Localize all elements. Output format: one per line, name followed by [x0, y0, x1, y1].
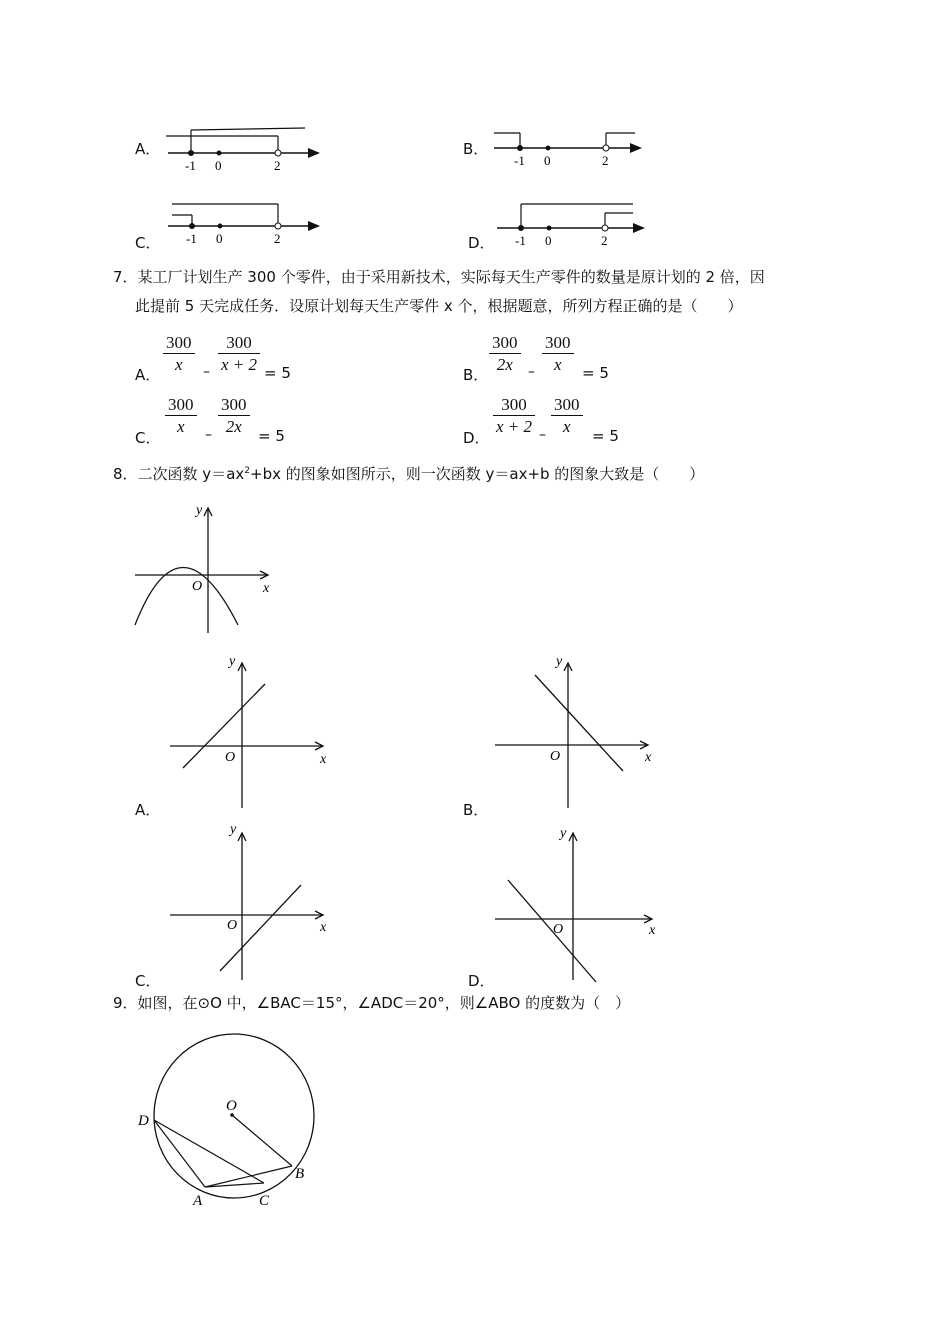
- q7-stem-line2: 此提前 5 天完成任务．设原计划每天生产零件 x 个，根据题意，所列方程正确的是（ ）: [135, 297, 743, 315]
- q7d-frac2: 300 x: [551, 395, 583, 438]
- q7-option-d-label[interactable]: D．: [463, 429, 490, 447]
- svg-text:x: x: [645, 750, 652, 765]
- q6-option-d-label[interactable]: D．: [468, 234, 495, 252]
- q7a-frac1: 300 x: [163, 333, 195, 376]
- q6-option-c-numberline: [160, 198, 330, 250]
- q6-option-c-label[interactable]: C．: [135, 234, 161, 252]
- q8-option-c-label[interactable]: C．: [135, 972, 161, 990]
- q7-option-b-label[interactable]: B．: [463, 366, 489, 384]
- q7-stem-line1: 7．某工厂计划生产 300 个零件，由于采用新技术，实际每天生产零件的数量是原计划的 2 倍，因: [113, 268, 765, 286]
- q9-point-c: C: [259, 1193, 270, 1209]
- q9-stem: 9．如图，在⊙O 中，∠BAC＝15°，∠ADC＝20°，则∠ABO 的度数为（ ）: [113, 994, 631, 1012]
- q8-option-b-label[interactable]: B．: [463, 801, 489, 819]
- q8-main-x-label: x: [263, 581, 270, 596]
- q7b-rhs: = 5: [582, 364, 609, 382]
- svg-text:O: O: [225, 750, 236, 765]
- q7-option-a-label[interactable]: A．: [135, 366, 161, 384]
- q6d-tick-neg1: -1: [515, 233, 526, 248]
- q8-main-y-label: y: [196, 503, 203, 518]
- svg-text:y: y: [560, 826, 567, 841]
- q6d-tick-2: 2: [601, 233, 608, 248]
- q7b-frac2: 300 x: [542, 333, 574, 376]
- q6-option-d-numberline: [493, 195, 658, 250]
- q7a-minus: –: [203, 364, 210, 380]
- q6d-tick-0: 0: [545, 233, 552, 248]
- q7c-minus: –: [205, 427, 212, 443]
- q6c-tick-0: 0: [216, 231, 223, 246]
- q8-option-b-graph: [490, 648, 660, 813]
- q7c-frac1: 300 x: [165, 395, 197, 438]
- q6c-tick-neg1: -1: [186, 231, 197, 246]
- q7-option-c-label[interactable]: C．: [135, 429, 161, 447]
- q8-option-a-label[interactable]: A．: [135, 801, 161, 819]
- q7a-rhs: = 5: [264, 364, 291, 382]
- q6a-tick-neg1: -1: [185, 158, 196, 173]
- q7a-frac2: 300 x + 2: [218, 333, 260, 376]
- q6-option-b-label[interactable]: B．: [463, 140, 489, 158]
- q7c-rhs: = 5: [258, 427, 285, 445]
- q7c-frac2: 300 2x: [218, 395, 250, 438]
- q8-main-origin: O: [192, 579, 203, 594]
- q6-option-b-numberline: [490, 125, 655, 170]
- q6-option-a-numberline: [160, 122, 330, 177]
- svg-text:y: y: [229, 654, 236, 669]
- svg-text:x: x: [649, 923, 656, 938]
- q6c-tick-2: 2: [274, 231, 281, 246]
- q8-option-d-label[interactable]: D．: [468, 972, 495, 990]
- q8-parabola-figure: [130, 500, 280, 640]
- q8-option-a-graph: [165, 648, 335, 813]
- q6b-tick-2: 2: [602, 153, 609, 168]
- q8-stem: 8．二次函数 $y=ax^2+bx$ 的图象如图所示，则一次函数 y＝ax+b 的图象大致是（ ）: [113, 465, 705, 483]
- q6-option-a-label[interactable]: A．: [135, 140, 161, 158]
- svg-text:O: O: [227, 918, 238, 933]
- q9-point-o: O: [226, 1098, 237, 1114]
- svg-text:O: O: [553, 922, 564, 937]
- svg-text:y: y: [556, 654, 563, 669]
- q7d-minus: –: [539, 427, 546, 443]
- q9-point-d: D: [138, 1113, 149, 1129]
- svg-text:y: y: [230, 822, 237, 837]
- q7d-rhs: = 5: [592, 427, 619, 445]
- q6b-tick-0: 0: [544, 153, 551, 168]
- q9-point-b: B: [295, 1166, 305, 1182]
- svg-text:x: x: [320, 752, 327, 767]
- q6a-tick-0: 0: [215, 158, 222, 173]
- svg-text:x: x: [320, 920, 327, 935]
- q8-option-c-graph: [165, 818, 335, 983]
- q7b-minus: –: [528, 364, 535, 380]
- q8-option-d-graph: [490, 818, 665, 983]
- q9-point-a: A: [193, 1193, 203, 1209]
- q9-circle-figure: [130, 1030, 325, 1215]
- svg-text:O: O: [550, 749, 561, 764]
- q6a-tick-2: 2: [274, 158, 281, 173]
- q7d-frac1: 300 x + 2: [493, 395, 535, 438]
- q6b-tick-neg1: -1: [514, 153, 525, 168]
- q7b-frac1: 300 2x: [489, 333, 521, 376]
